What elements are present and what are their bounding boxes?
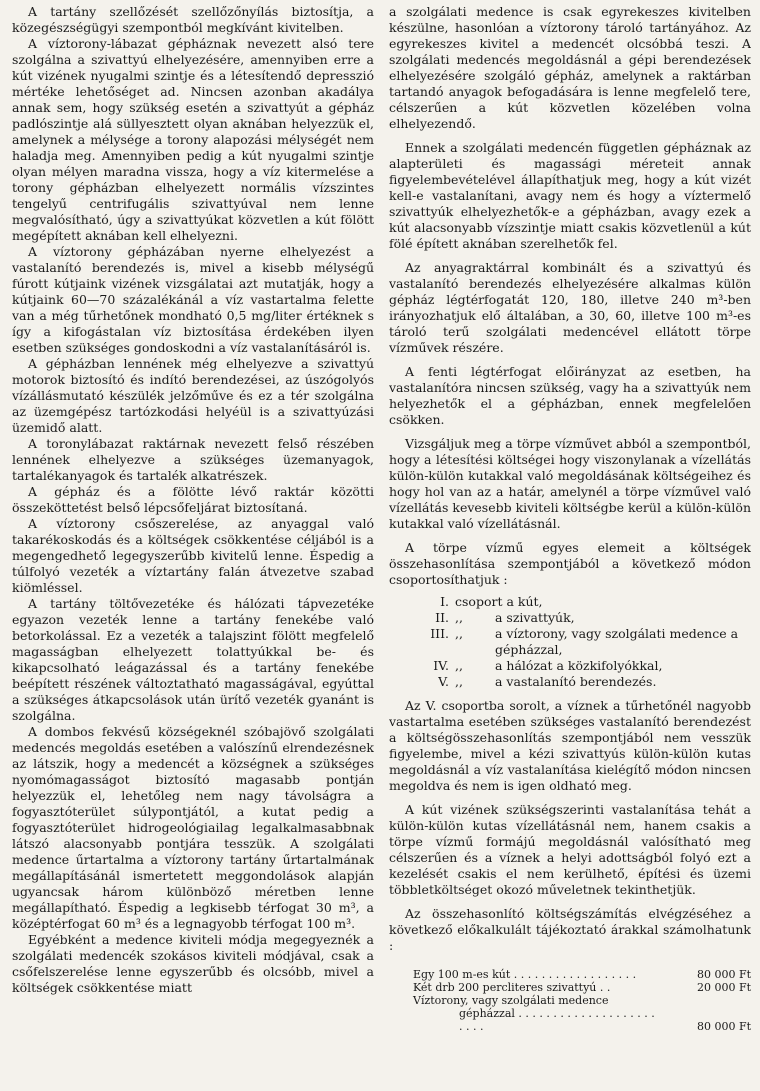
group-number: III. <box>430 626 449 641</box>
cost-label: Víztorony, vagy szolgálati medence <box>413 994 609 1007</box>
group-number: V. <box>438 674 449 689</box>
group-text: a szivattyúk, <box>495 610 575 625</box>
paragraph: Az anyagraktárral kombinált és a szivattyú és vastalanító berendezés elhelyezésére alkalmas külön gépház légtérfogatát 120, 180, illetve 240 m³-ben irányozhatjuk elő általában, a 30, 60, illetve 100 m³-es tároló terű szolgálati medencével ellátott törpe vízművek részére. <box>389 260 751 355</box>
paragraph: a szolgálati medence is csak egyrekeszes kivitelben készülne, hasonlóan a víztorony tároló tartányához. Az egyrekeszes kivitel a medencét olcsóbbá teszi. A szolgálati medencés megoldásnál a gépi berendezések elhelyezésére szolgáló gépház, amelynek a raktárban tartandó anyagok befogadására is lenne megfelelő tere, célszerűen a kút közvetlen közelében volna elhelyezendő. <box>389 4 751 131</box>
paragraph: A gépházban lennének még elhelyezve a szivattyú motorok biztosító és indító berendezései, az úszógolyós vízállásmutató készülék jelzőműve és ez a tér szolgálna az üzemgépész tartózkodási helyéül is a szivattyúzási üzemidő alatt. <box>12 356 374 435</box>
paragraph: A törpe vízmű egyes elemeit a költségek összehasonlítása szempontjából a következő módon csoportosíthatjuk : <box>389 540 751 587</box>
group-number: IV. <box>433 658 449 673</box>
paragraph: A tartány szellőzését szellőzőnyílás biztosítja, a közegészségügyi szempontból megkívánt kivitelben. <box>12 4 374 35</box>
cost-label: gépházzal . . . . . . . . . . . . . . . . . . . . . . . . <box>459 1007 655 1033</box>
ditto-mark: ,, <box>455 658 463 673</box>
group-text: csoport a kút, <box>455 594 543 609</box>
paragraph: A gépház és a fölötte lévő raktár közötti összeköttetést belső lépcsőfeljárat biztosítaná. <box>12 484 374 515</box>
cost-row <box>389 994 751 1007</box>
group-number: II. <box>435 610 449 625</box>
ditto-mark: ,, <box>455 674 463 689</box>
ditto-mark: ,, <box>455 626 463 641</box>
cost-label: Egy 100 m-es kút . . . . . . . . . . . . . . . . . . <box>413 968 637 981</box>
group-text: a víztorony, vagy szolgálati medence a gépházzal, <box>495 626 739 657</box>
left-column <box>12 4 374 1091</box>
cost-amount: 20 000 Ft <box>696 981 751 994</box>
group-item <box>389 674 751 690</box>
ditto-mark: ,, <box>455 610 463 625</box>
paragraph: Egyébként a medence kiviteli módja megegyeznék a szolgálati medencék szokásos kiviteli módjával, csak a csőfelszerelése lenne egyszerűbb és olcsóbb, mivel a költségek csökkentése miatt <box>12 932 374 995</box>
cost-row <box>389 1007 751 1033</box>
paragraph: A tartány töltővezetéke és hálózati tápvezetéke egyazon vezeték lenne a tartány fenekébe való betorkolással. Ez a vezeték a talajszint fölött megfelelő magasságban elhelyezett tolattyúkkal be- és kikapcsolható leágazással és a tartány fenekébe beépített részének változtatható magasságával, egyúttal a szükséges átkapcsolások után ürítő vezeték gyanánt is szolgálna. <box>12 596 374 723</box>
cost-label: Két drb 200 percliteres szivattyú . . <box>413 981 611 994</box>
cost-row <box>389 981 751 994</box>
paragraph: Vizsgáljuk meg a törpe vízművet abból a szempontból, hogy a létesítési költségei hogy viszonylanak a vízellátás külön-külön kutakkal való megoldásának költségeihez és hogy hol van az a határ, amelynél a törpe vízművel való vízellátás kevesebb kiviteli költségbe kerül a külön-külön kutakkal való vízellátásnál. <box>389 436 751 531</box>
group-number: I. <box>440 594 449 609</box>
cost-table <box>389 968 751 1033</box>
cost-amount: 80 000 Ft <box>696 968 751 981</box>
paragraph: A víztorony gépházában nyerne elhelyezést a vastalanító berendezés is, mivel a kisebb mélységű fúrott kútjaink vizének vizsgálatai azt mutatják, hogy a kútjaink 60—70 százalékánál a víz vastartalma felette van a még tűrhetőnek mondható 0,5 mg/liter értéknek s így a kifogástalan víz biztosítása érdekében ilyen esetben szükséges gondoskodni a víz vastalanításáról is. <box>12 244 374 355</box>
right-column <box>389 4 751 1091</box>
paragraph: A toronylábazat raktárnak nevezett felső részében lennének elhelyezve a szükséges üzemanyagok, tartalékanyagok és tartalék alkatrészek. <box>12 436 374 483</box>
paragraph: A víztorony-lábazat gépháznak nevezett alsó tere szolgálna a szivattyú elhelyezésére, amennyiben erre a kút vizének nyugalmi szintje és a létesítendő depresszió mértéke lehetőséget ad. Nincsen azonban akadálya annak sem, hogy szükség esetén a szivattyút a gépház padlószintje alá süllyesztett olyan aknában helyezzük el, amelynek a mélysége a torony alapozási mélységét nem haladja meg. Amennyiben pedig a kút nyugalmi szintje olyan mélyen maradna vissza, hogy a víz kitermelése a torony gépházban elhelyezett normális vízszintes tengelyű centrifugális szivattyúval nem lenne megvalósítható, úgy a szivattyúkat közvetlen a kút fölött megépített aknában kell elhelyezni. <box>12 36 374 243</box>
group-item <box>389 626 751 658</box>
group-item <box>389 610 751 626</box>
paragraph: A víztorony csőszerelése, az anyaggal való takarékoskodás és a költségek csökkentése céljából is a megengedhető legegyszerűbb kivitelű lenne. Éspedig a túlfolyó vezeték a víztartány falán átvezetve szabad kiömléssel. <box>12 516 374 595</box>
cost-row <box>389 968 751 981</box>
cost-group-list <box>389 594 751 690</box>
group-item <box>389 658 751 674</box>
group-item <box>389 594 751 610</box>
group-text: a hálózat a közkifolyókkal, <box>495 658 663 673</box>
paragraph: Az összehasonlító költségszámítás elvégzéséhez a következő előkalkulált tájékoztató árakkal számolhatunk : <box>389 906 751 953</box>
group-text: a vastalanító berendezés. <box>495 674 657 689</box>
paragraph: A dombos fekvésű községeknél szóbajövő szolgálati medencés megoldás esetében a valószínű elrendezésnek az látszik, hogy a medencét a községnek a szükséges nyomómagasságot biztosító magasabb pontján helyezzük el, lehetőleg nem nagy távolságra a fogyasztóterület súlypontjától, a kutat pedig a fogyasztóterület hidrogeológiailag legalkalmasabbnak látszó alacsonyabb pontjára tesszük. A szolgálati medence űrtartalma a víztorony tartány űrtartalmának megállapításánál ismertetett meggondolások alapján ugyancsak három különböző méretben lenne megállapítható. Éspedig a legkisebb térfogat 30 m³, a középtérfogat 60 m³ és a legnagyobb térfogat 100 m³. <box>12 724 374 931</box>
cost-amount: 80 000 Ft <box>696 1020 751 1033</box>
paragraph: Az V. csoportba sorolt, a víznek a tűrhetőnél nagyobb vastartalma esetében szükséges vastalanító berendezést a költségösszehasonlítás szempontjából nem vesszük figyelembe, mivel a kézi szivattyús külön-külön kutas megoldásnál a víz vastalanítása kielégítő módon nincsen megoldva és nem is igen oldható meg. <box>389 698 751 793</box>
paragraph: A fenti légtérfogat előirányzat az esetben, ha vastalanítóra nincsen szükség, vagy ha a szivattyúk nem helyezhetők el a gépházban, ennek megfelelően csökken. <box>389 364 751 427</box>
paragraph: Ennek a szolgálati medencén független gépháznak az alapterületi és magassági méreteit annak figyelembevételével állapíthatjuk meg, hogy a kút vizét kell-e vastalanítani, avagy nem és hogy a víztermelő szivattyúk elhelyezhetők-e a gépházban, avagy ezek a kút alacsonyabb vízszintje miatt csakis közvetlenül a kút fölé épített aknában szerelhetők fel. <box>389 140 751 251</box>
paragraph: A kút vizének szükségszerinti vastalanítása tehát a külön-külön kutas vízellátásnál nem, hanem csakis a törpe vízmű formájú megoldásnál valósítható meg célszerűen és a víznek a helyi adottságból folyó ezt a kezelését csakis el nem kerülhető, építési és üzemi többletköltséget okozó műveletnek tekinthetjük. <box>389 802 751 897</box>
